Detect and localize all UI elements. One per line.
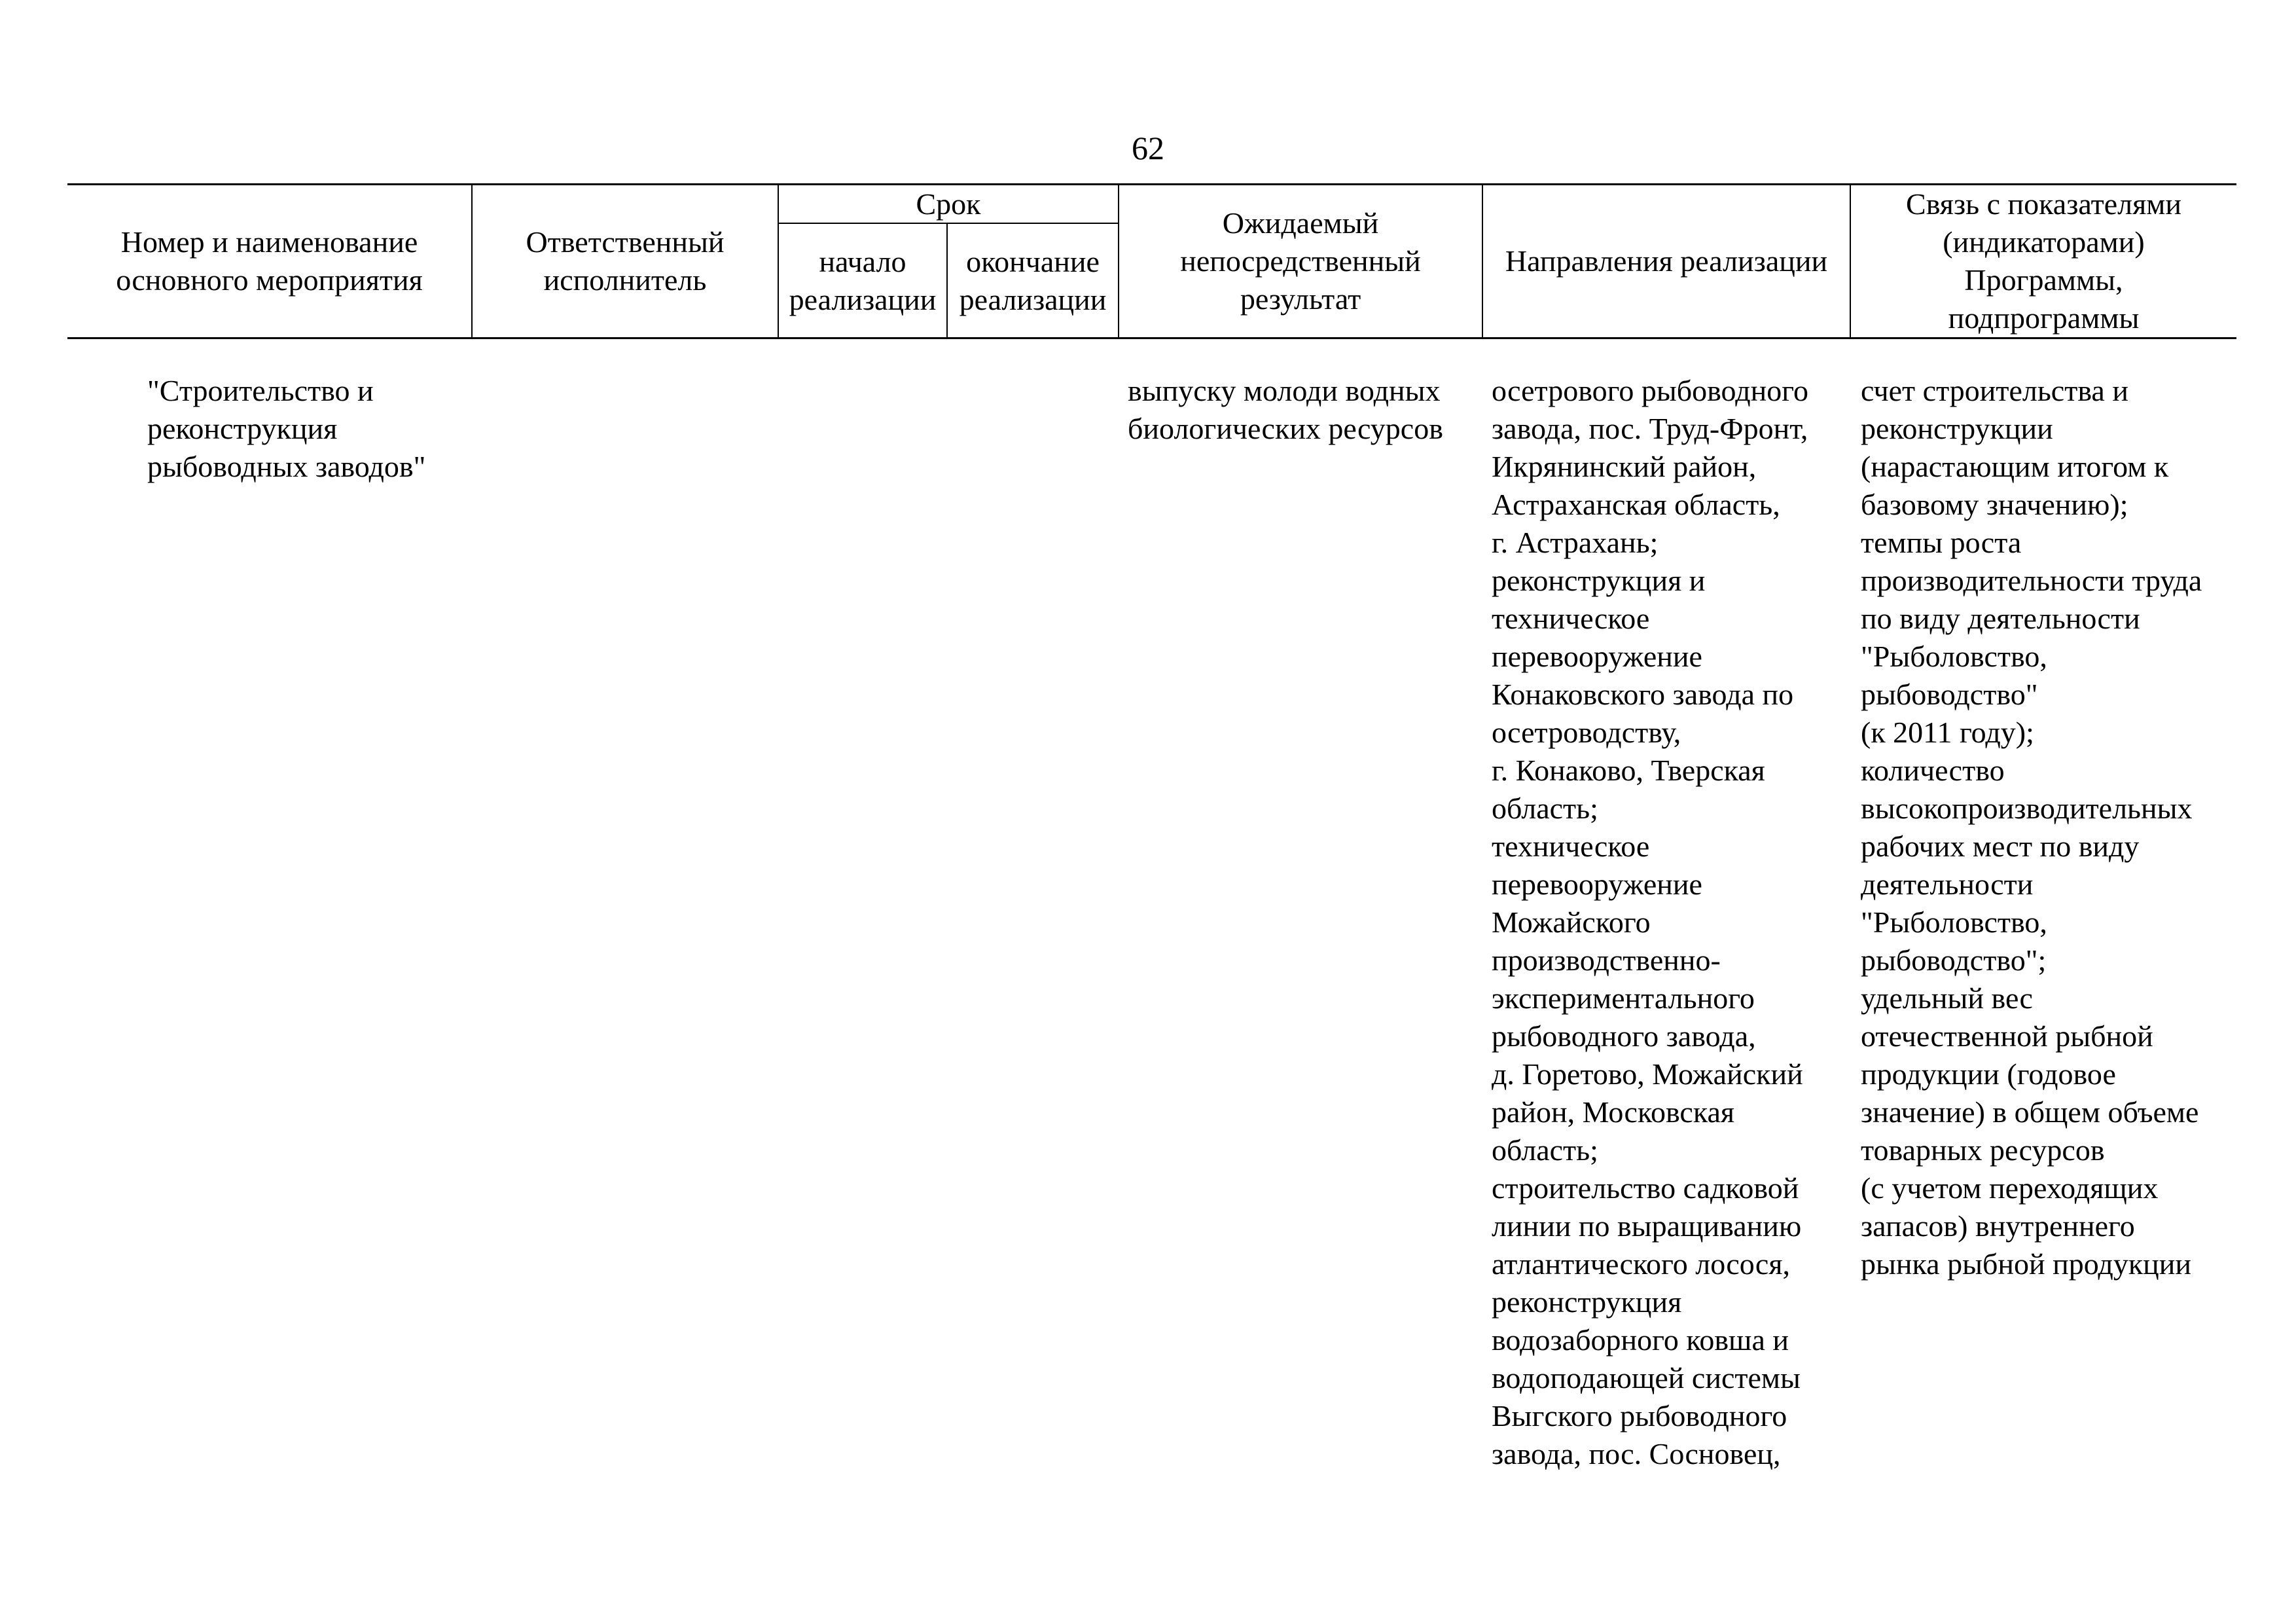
cell-end [947,338,1119,1474]
cell-start [778,338,947,1474]
header-start: начало реализации [778,223,947,338]
cell-responsible [472,338,778,1474]
header-responsible: Ответственный исполнитель [472,185,778,338]
measures-table [67,183,2236,1473]
cell-expected-result: выпуску молоди водных биологических ресурсов [1128,374,1443,445]
header-result: Ожидаемый непосредственный результат [1119,185,1482,338]
header-end: окончание реализации [947,223,1119,338]
page-number: 62 [1132,130,1164,166]
cell-directions: осетрового рыбоводного завода, пос. Труд-Фронт, Икрянинский район, Астраханская область, г. Астрахань; реконструкция и техническое перевооружение Конаковского завода по осетроводству, г. Конаково, Тверская область; техническое перевооружение Можайского производственно- экспериментального рыбоводного завода, д. Горетово, Можайский район, Московская область; строительство садковой линии по выращиванию атлантического лосося, реконструкция водозаборного ковша и водоподающей системы Выгского рыбоводного завода, пос. Сосновец, [1492,374,1808,1470]
header-directions: Направления реализации [1482,185,1850,338]
header-name: Номер и наименование основного мероприятия [67,185,472,338]
cell-measure-name: "Строительство и реконструкция рыбоводных заводов" [147,374,426,483]
cell-indicators-link: счет строительства и реконструкции (нарастающим итогом к базовому значению); темпы роста производительности труда по виду деятельности "Рыболовство, рыбоводство" (к 2011 году); количество высокопроизводительных рабочих мест по виду деятельности "Рыболовство, рыбоводство"; удельный вес отечественной рыбной продукции (годовое значение) в общем объеме товарных ресурсов (с учетом переходящих запасов) внутреннего рынка рыбной продукции [1861,374,2202,1281]
header-term: Срок [778,185,1119,224]
table-header-row [67,185,2236,224]
table-row [67,338,2236,1474]
header-link: Связь с показателями (индикаторами) Программы, подпрограммы [1850,185,2236,338]
